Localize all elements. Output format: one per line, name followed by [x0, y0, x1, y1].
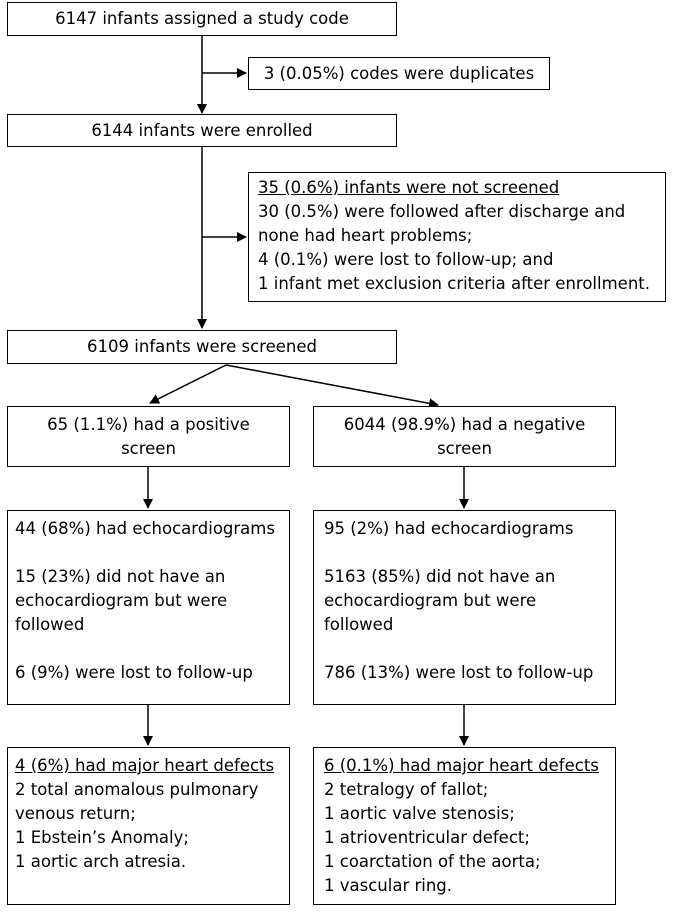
positive-screen-line: screen	[121, 439, 176, 458]
positive-defect-item: 2 total anomalous pulmonary	[15, 780, 259, 799]
enrolled-text: 6144 infants were enrolled	[91, 121, 313, 140]
negative-screen-box	[313, 406, 616, 467]
negative-no-echo-line: echocardiogram but were	[324, 591, 537, 610]
arrow-screened-to-positive	[150, 365, 226, 403]
positive-screen-box	[7, 406, 290, 467]
not-screened-line: none had heart problems;	[258, 226, 473, 245]
positive-echo-box	[7, 510, 290, 705]
positive-defects-box	[7, 747, 290, 905]
negative-defect-item: 1 vascular ring.	[324, 876, 453, 895]
arrow-screened-to-negative	[226, 365, 438, 405]
positive-lost-text: 6 (9%) were lost to follow-up	[15, 663, 253, 682]
positive-screen-line: 65 (1.1%) had a positive	[47, 415, 250, 434]
screened-box	[7, 330, 397, 364]
duplicates-box	[248, 57, 550, 90]
negative-defects-box	[313, 747, 616, 905]
negative-screen-line: 6044 (98.9%) had a negative	[343, 415, 586, 434]
not-screened-heading: 35 (0.6%) infants were not screened	[258, 178, 560, 197]
negative-defects-heading: 6 (0.1%) had major heart defects	[324, 756, 599, 775]
duplicates-text: 3 (0.05%) codes were duplicates	[263, 64, 535, 83]
positive-echo-text: 44 (68%) had echocardiograms	[15, 519, 275, 538]
negative-defect-item: 2 tetralogy of fallot;	[324, 780, 489, 799]
not-screened-line: 30 (0.5%) were followed after discharge and	[258, 202, 626, 221]
not-screened-line: 4 (0.1%) were lost to follow-up; and	[258, 250, 554, 269]
negative-defect-item: 1 aortic valve stenosis;	[324, 804, 515, 823]
negative-screen-line: screen	[437, 439, 492, 458]
negative-no-echo-line: 5163 (85%) did not have an	[324, 567, 556, 586]
not-screened-box	[248, 172, 666, 302]
positive-defect-item: venous return;	[15, 804, 136, 823]
positive-defects-heading: 4 (6%) had major heart defects	[15, 756, 275, 775]
negative-no-echo-line: followed	[324, 615, 394, 634]
negative-defect-item: 1 coarctation of the aorta;	[324, 852, 541, 871]
negative-echo-text: 95 (2%) had echocardiograms	[324, 519, 574, 538]
positive-no-echo-line: echocardiogram but were	[15, 591, 228, 610]
positive-defect-item: 1 aortic arch atresia.	[15, 852, 187, 871]
not-screened-line: 1 infant met exclusion criteria after enrollment.	[258, 274, 650, 293]
positive-defect-item: 1 Ebstein’s Anomaly;	[15, 828, 189, 847]
positive-no-echo-line: followed	[15, 615, 85, 634]
assigned-text: 6147 infants assigned a study code	[55, 9, 349, 28]
negative-lost-text: 786 (13%) were lost to follow-up	[324, 663, 594, 682]
assigned-box	[7, 2, 397, 36]
enrolled-box	[7, 114, 397, 147]
negative-defect-item: 1 atrioventricular defect;	[324, 828, 530, 847]
screened-text: 6109 infants were screened	[87, 337, 317, 356]
positive-no-echo-line: 15 (23%) did not have an	[15, 567, 226, 586]
negative-echo-box	[313, 510, 616, 705]
